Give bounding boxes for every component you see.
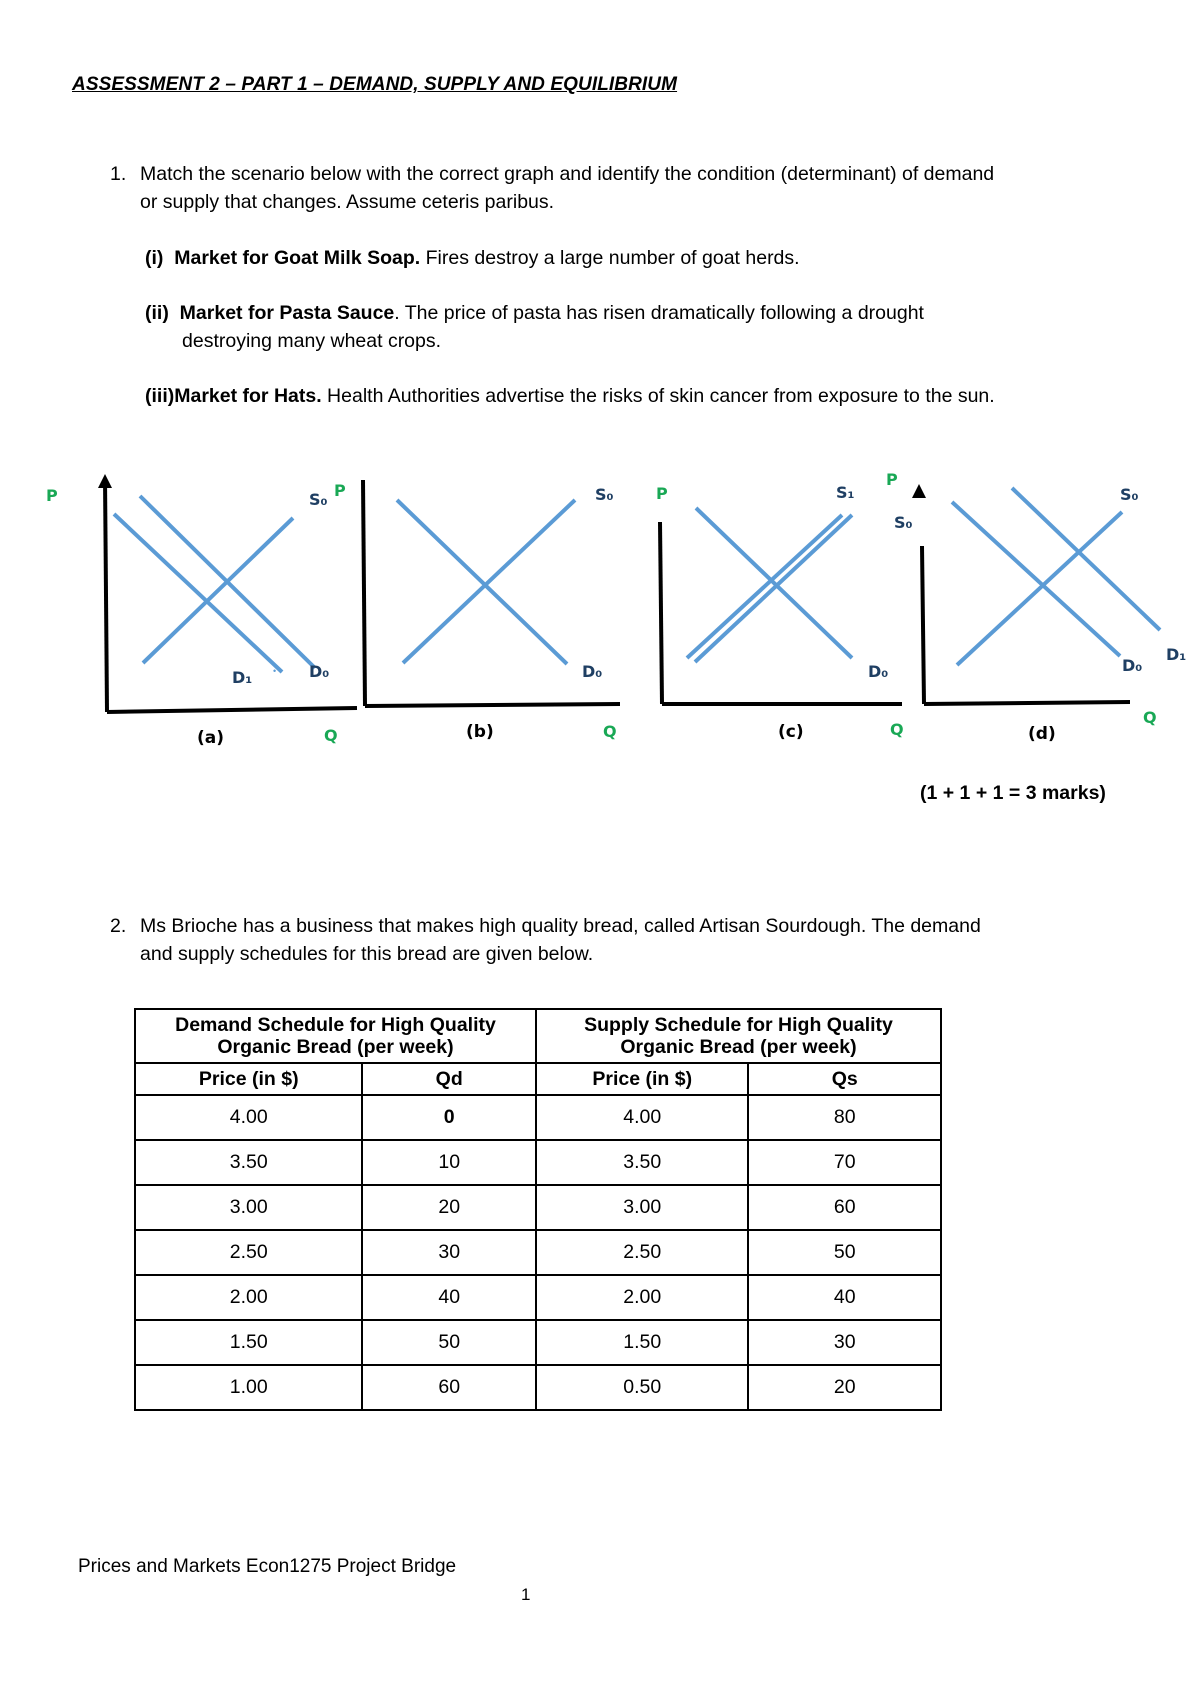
table-cell: 80 (748, 1095, 941, 1140)
column-header: Price (in $) (536, 1063, 748, 1095)
axis-label-q: Q (1143, 708, 1157, 727)
curve-label-s0: S₀ (894, 513, 913, 532)
axis-label-q: Q (603, 722, 617, 741)
axis-label-p: P (46, 486, 58, 505)
scenario-market: Market for Hats. (174, 385, 322, 407)
table-cell: 40 (748, 1275, 941, 1320)
question-text-line1: Ms Brioche has a business that makes high quality bread, called Artisan Sourdough. The demand (140, 915, 981, 937)
y-axis (922, 546, 924, 704)
axis-label-p: P (656, 484, 668, 503)
curve-label-s0: S₀ (1120, 485, 1139, 504)
supply-curve-s0 (143, 518, 293, 663)
curve-label-d1: D₁ (1166, 645, 1187, 664)
table-row (135, 1275, 941, 1320)
table-cell: 1.50 (135, 1320, 362, 1365)
table-cell: 1.00 (135, 1365, 362, 1410)
graph-label: (b) (466, 722, 494, 742)
table-cell: 20 (748, 1365, 941, 1410)
question-text-line1: Match the scenario below with the correct graph and identify the condition (determinant) of demand (140, 163, 995, 185)
table-cell: 50 (362, 1320, 536, 1365)
supply-curve-s0 (403, 500, 575, 663)
scenario-text-cont: destroying many wheat crops. (182, 330, 442, 352)
curve-label-s1: S₁ (836, 483, 855, 502)
curve-label-d0: D₀ (868, 662, 889, 681)
y-axis-arrow (912, 484, 926, 498)
stray-mark: • (273, 666, 277, 676)
scenario-item (145, 299, 924, 355)
question-2 (110, 912, 1130, 968)
demand-title-line1: Demand Schedule for High Quality (175, 1014, 496, 1036)
demand-schedule-title (135, 1009, 536, 1063)
x-axis (107, 708, 357, 712)
scenario-item (145, 382, 995, 410)
scenario-text: Health Authorities advertise the risks of skin cancer from exposure to the sun. (321, 385, 995, 407)
demand-curve-d1 (1012, 488, 1160, 630)
table-cell: 3.50 (536, 1140, 748, 1185)
page-number: 1 (521, 1585, 531, 1604)
question-number: 2. (110, 915, 127, 937)
curve-label-d0: D₀ (309, 662, 330, 681)
scenario-market: Market for Pasta Sauce (179, 302, 395, 324)
table-cell: 4.00 (536, 1095, 748, 1140)
curve-label-d0: D₀ (1122, 656, 1143, 675)
footer-text: Prices and Markets Econ1275 Project Bridge (78, 1556, 457, 1577)
curve-label-s0: S₀ (595, 485, 614, 504)
table-cell: 2.00 (135, 1275, 362, 1320)
y-axis (105, 478, 107, 712)
y-axis-arrow (98, 474, 112, 488)
table-cell: 1.50 (536, 1320, 748, 1365)
axis-label-p: P (334, 481, 346, 500)
table-cell: 30 (748, 1320, 941, 1365)
supply-curve-s1 (695, 515, 852, 662)
scenario-text: Fires destroy a large number of goat herds. (420, 247, 800, 269)
column-header: Qs (748, 1063, 941, 1095)
graph-label: (d) (1028, 724, 1056, 744)
page-title: ASSESSMENT 2 – PART 1 – DEMAND, SUPPLY AND EQUILIBRIUM (72, 74, 678, 95)
demand-curve-d0 (696, 508, 852, 658)
supply-title-line1: Supply Schedule for High Quality (584, 1014, 893, 1036)
demand-title-line2: Organic Bread (per week) (217, 1036, 454, 1058)
supply-schedule-title (536, 1009, 941, 1063)
y-axis (660, 522, 662, 704)
column-header: Price (in $) (135, 1063, 362, 1095)
table-cell: 60 (748, 1185, 941, 1230)
scenario-text: . The price of pasta has risen dramatically following a drought (394, 302, 924, 324)
supply-curve-s0 (687, 515, 842, 658)
demand-curve-d0 (397, 500, 567, 664)
table-cell: 0 (362, 1095, 536, 1140)
axis-label-q: Q (324, 726, 338, 745)
question-1 (110, 160, 1130, 216)
table-cell: 2.50 (536, 1230, 748, 1275)
schedule-table (134, 1008, 942, 1411)
marks-label: (1 + 1 + 1 = 3 marks) (920, 782, 1106, 804)
table-row (135, 1140, 941, 1185)
curve-label-d0: D₀ (582, 662, 603, 681)
table-row (135, 1320, 941, 1365)
table-cell: 0.50 (536, 1365, 748, 1410)
axis-label-q: Q (890, 720, 904, 739)
question-number: 1. (110, 163, 127, 185)
axis-label-p: P (886, 470, 898, 489)
table-row (135, 1185, 941, 1230)
x-axis (924, 702, 1130, 704)
column-header: Qd (362, 1063, 536, 1095)
graphs-figure (0, 460, 1200, 760)
scenario-number: (ii) (145, 302, 169, 324)
table-cell: 3.00 (135, 1185, 362, 1230)
scenario-number: (i) (145, 247, 164, 269)
graph-label: (c) (778, 722, 804, 742)
graph-c (660, 508, 902, 704)
table-cell: 2.00 (536, 1275, 748, 1320)
supply-title-line2: Organic Bread (per week) (620, 1036, 857, 1058)
x-axis (365, 704, 620, 706)
table-cell: 30 (362, 1230, 536, 1275)
table-cell: 10 (362, 1140, 536, 1185)
scenario-market: Market for Goat Milk Soap. (174, 247, 421, 269)
graph-label: (a) (197, 728, 225, 748)
curve-label-d1: D₁ (232, 668, 253, 687)
question-text-line2: or supply that changes. Assume ceteris paribus. (140, 191, 555, 213)
table-row (135, 1095, 941, 1140)
y-axis (363, 480, 365, 706)
table-cell: 2.50 (135, 1230, 362, 1275)
table-cell: 40 (362, 1275, 536, 1320)
demand-curve-d1 (114, 514, 282, 672)
table-cell: 60 (362, 1365, 536, 1410)
table-cell: 70 (748, 1140, 941, 1185)
table-cell: 4.00 (135, 1095, 362, 1140)
supply-curve-s0 (957, 512, 1122, 665)
table-cell: 3.00 (536, 1185, 748, 1230)
table-cell: 20 (362, 1185, 536, 1230)
table-cell: 50 (748, 1230, 941, 1275)
curve-label-s0: S₀ (309, 490, 328, 509)
table-cell: 3.50 (135, 1140, 362, 1185)
table-row (135, 1230, 941, 1275)
scenario-item (145, 244, 800, 272)
table-row (135, 1365, 941, 1410)
scenario-number: (iii) (145, 385, 175, 407)
demand-curve-d0 (952, 502, 1120, 656)
question-text-line2: and supply schedules for this bread are given below. (140, 943, 594, 965)
